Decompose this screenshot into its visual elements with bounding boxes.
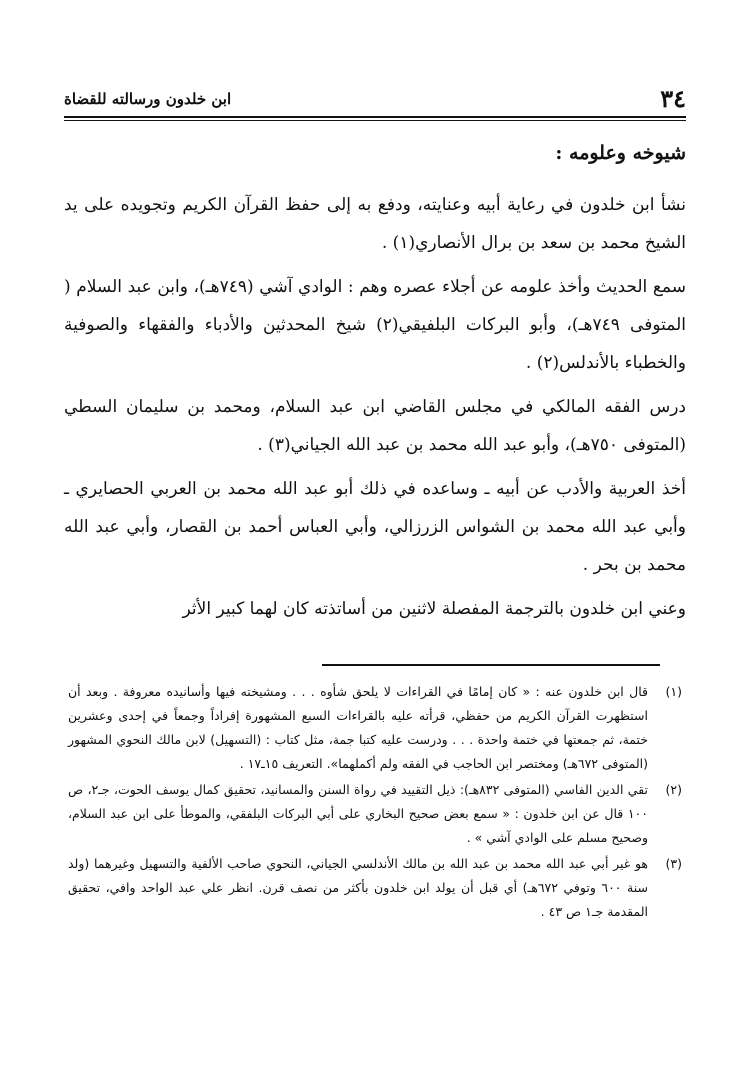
paragraph: سمع الحديث وأخذ علومه عن أجلاء عصره وهم : الوادي آشي (٧٤٩هـ)، وابن عبد السلام ( المتوفى ٧٤٩هـ)، وأبو البركات البلفيقي(٢) شيخ المحدثين والأدباء والفقهاء والصوفية والخطباء بالأندلس(٢) . [64, 277, 686, 373]
footnote-mark: (٢) [665, 782, 682, 797]
footnotes [68, 680, 682, 926]
footnote-text: قال ابن خلدون عنه : « كان إمامًا في القراءات لا يلحق شأوه . . . ومشيخته فيها وأسانيده معروفة . وبعد أن استظهرت القرآن الكريم من حفظي، قرأته عليه بالقراءات السبع المشهورة إفراداً وجمعاً في إحدى وعشرين ختمة، ثم جمعتها في ختمة واحدة . . . ودرست عليه كتبا جمة، مثل كتاب : (التسهيل) لابن مالك النحوي المشهور (المتوفى ٦٧٢هـ) ومختصر ابن الحاجب في الفقه ولم أكملهما». التعريف ١٥ـ١٧ . [68, 684, 648, 771]
footnote [68, 852, 682, 924]
footnote-separator [322, 664, 660, 666]
header-rule-thin [64, 120, 686, 121]
page-header [64, 80, 686, 114]
running-title: ابن خلدون ورسالته للقضاة [64, 90, 232, 108]
page-number: ٣٤ [660, 84, 686, 113]
footnote-mark: (١) [665, 684, 682, 699]
paragraph: درس الفقه المالكي في مجلس القاضي ابن عبد السلام، ومحمد بن سليمان السطي (المتوفى ٧٥٠هـ)، وأبو عبد الله محمد بن عبد الله الجياني(٣) . [64, 397, 686, 455]
section-title: شيوخه وعلومه : [555, 142, 686, 164]
main-text [64, 142, 686, 628]
paragraph: نشأ ابن خلدون في رعاية أبيه وعنايته، ودفع به إلى حفظ القرآن الكريم وتجويده على يد الشيخ محمد بن سعد بن برال الأنصاري(١) . [64, 195, 686, 253]
paragraph: أخذ العربية والأدب عن أبيه ـ وساعده في ذلك أبو عبد الله محمد بن العربي الحصايري ـ وأبي عبد الله محمد بن الشواس الزرزالي، وأبي العباس أحمد بن القصار، وأبي عبد الله محمد بن بحر . [64, 479, 686, 575]
footnote-text: هو غير أبي عبد الله محمد بن عبد الله بن مالك الأندلسي الجياني، النحوي صاحب الألفية والتسهيل وغيرهما (ولد سنة ٦٠٠ وتوفي ٦٧٢هـ) أي قبل أن يولد ابن خلدون بأكثر من نصف قرن. انظر علي عبد الواحد وافي، تحقيق المقدمة جـ١ ص ٤٣ . [68, 856, 648, 919]
paragraph: وعني ابن خلدون بالترجمة المفصلة لاثنين من أساتذته كان لهما كبير الأثر [182, 599, 686, 619]
footnote [68, 778, 682, 850]
footnote-mark: (٣) [665, 856, 682, 871]
footnote [68, 680, 682, 776]
header-rule [64, 116, 686, 118]
footnote-text: تقي الدين الفاسي (المتوفى ٨٣٢هـ): ذيل التقييد في رواة السنن والمسانيد، تحقيق كمال يوسف الحوت، جـ٢، ص ١٠٠ قال عن ابن خلدون : « سمع بعض صحيح البخاري على أبي البركات البلفقي، والموطأ على ابن عبد السلام، وصحيح مسلم على الوادي آشي » . [68, 782, 649, 845]
